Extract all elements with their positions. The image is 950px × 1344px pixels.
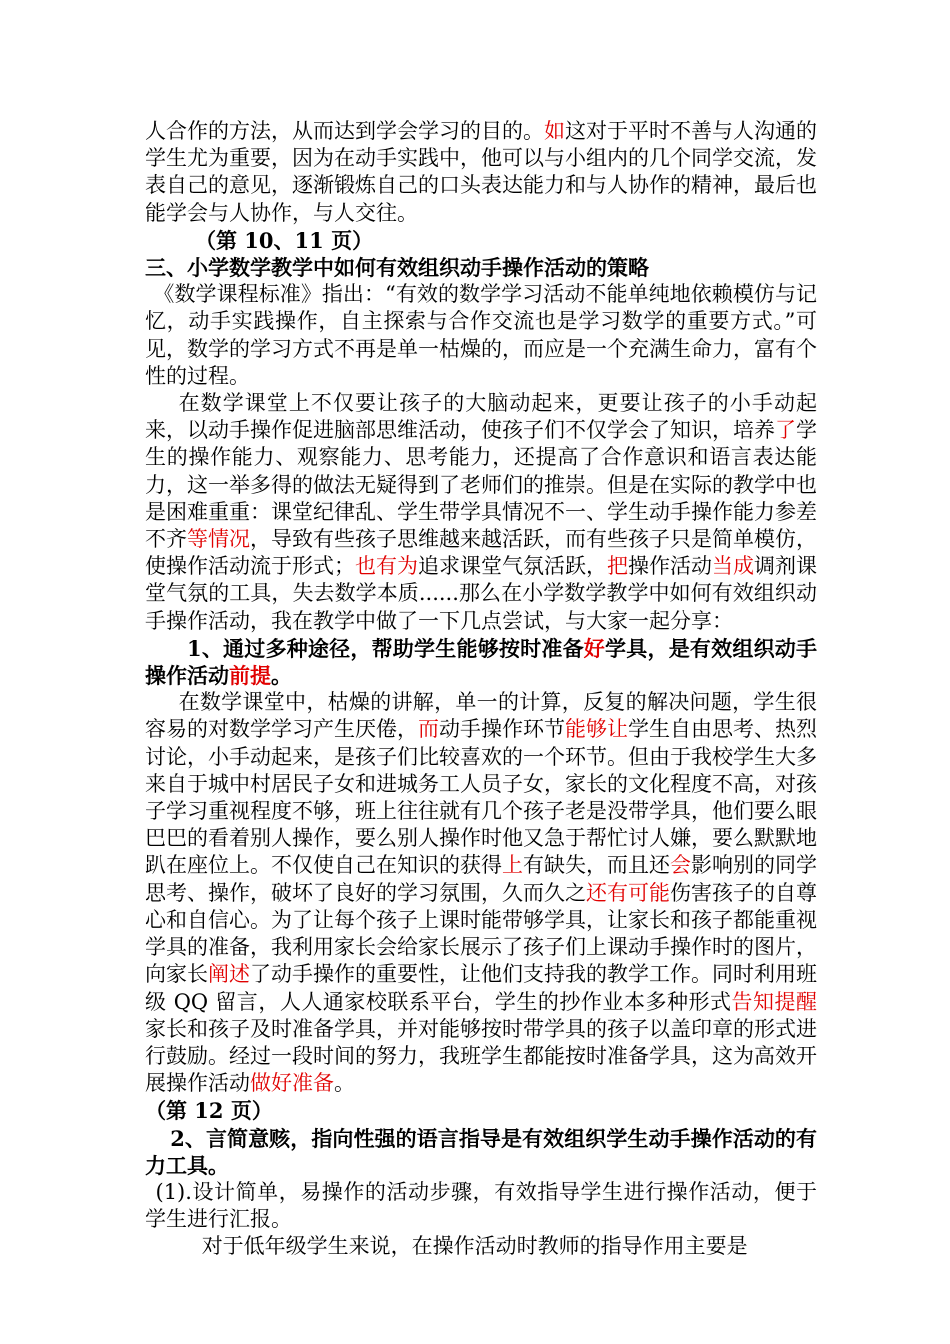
- highlighted-text: 把: [607, 554, 628, 579]
- highlighted-text: 告知提醒: [731, 989, 818, 1014]
- text-run: 了动手操作的重要性，让他们支持我的教学工作。同时利用班级 QQ 留言，人人通家校联系平台，学生的抄作业本多种形式: [145, 962, 817, 1014]
- text-run: 家长和孩子及时准备学具，并对能够按时带学具的孩子以盖印章的形式进行鼓励。经过一段时间的努力，我班学生都能按时准备学具，这为高效开展操作活动: [145, 1016, 817, 1096]
- text-run: 。: [334, 1071, 355, 1096]
- text-run: 影响别的同学思考、操作，破坏了良好的学习氛围，久而久之: [145, 853, 817, 905]
- text-run: (1).设计简单，易操作的活动步骤，有效指导学生进行操作活动，便于学生进行汇报。: [145, 1179, 817, 1232]
- para-design: [145, 1179, 817, 1233]
- highlighted-text: 而: [418, 717, 439, 742]
- text-run: 对于低年级学生来说，在操作活动时教师的指导作用主要是: [201, 1234, 748, 1259]
- text-run: 动手操作环节: [439, 717, 565, 742]
- highlighted-text: 也有为: [355, 554, 418, 579]
- text-run: 1、通过多种途径，帮助学生能够按时准备: [187, 635, 584, 661]
- para-tools: [145, 689, 817, 1097]
- text-run: 调剂课堂气氛的工具，失去数学本质......那么在小学数学教学中如何有效组织动手操作活动，我在教学中做了一下几点尝试，与大家一起分享：: [145, 554, 817, 633]
- text-run: （第 12 页）: [145, 1098, 273, 1124]
- highlighted-text: 如: [544, 119, 565, 143]
- text-run: （第 10、11 页）: [195, 227, 374, 253]
- text-run: 伤害孩子的自尊心和自信心。为了让每个孩子上课时能带够学具，让家长和孩子都能重视学具的准备，我利用家长会给家长展示了孩子们上课动手操作时的图片，向家长: [145, 880, 817, 987]
- highlighted-text: 能够让: [565, 717, 628, 742]
- text-run: 这对于平时不善与人沟通的学生尤为重要，因为在动手实践中，他可以与小组内的几个同学交流，发表自己的意见，逐渐锻炼自己的口头表达能力和与人协作的精神，最后也能学会与人协作，与人交往。: [145, 119, 817, 225]
- page-ref-10-11: [145, 227, 817, 254]
- section-heading-3: [145, 254, 817, 281]
- text-run: ，导致有些孩子思维越来越活跃，而有些孩子只是简单模仿，使操作活动流于形式；: [145, 527, 817, 579]
- text-run: 学具，是有效组织动手操作活动: [145, 635, 818, 689]
- text-run: 《数学课程标准》指出：“有效的数学学习活动不能单纯地依赖模仿与记忆，动手实践操作，自主探索与合作交流也是学习数学的重要方式。”可见，数学的学习方式不再是单一枯燥的，而应是一个充满生命力，富有个性的过程。: [145, 282, 817, 388]
- text-run: 2、言简意赅，指向性强的语言指导是有效组织学生动手操作活动的有力工具。: [145, 1125, 817, 1178]
- highlighted-text: 会: [670, 853, 691, 878]
- highlighted-text: 前提: [229, 663, 271, 689]
- text-run: 在数学课堂上不仅要让孩子的大脑动起来，更要让孩子的小手动起来，以动手操作促进脑部思维活动，使孩子们不仅学会了知识，培养: [145, 391, 817, 443]
- text-run: 有缺失，而且还: [523, 853, 670, 878]
- para-standard-quote: [145, 281, 817, 390]
- text-run: 学生的操作能力、观察能力、思考能力，还提高了合作意识和语言表达能力，这一举多得的做法无疑得到了老师们的推崇。但是在实际的教学中也是困难重重：课堂纪律乱、学生带学具情况不一、学生动手操作能力参差不齐: [145, 418, 817, 552]
- text-run: 人合作的方法，从而达到学会学习的目的。: [145, 119, 544, 143]
- text-run: 在数学课堂中，枯燥的讲解，单一的计算，反复的解决问题，学生很容易的对数学学习产生厌倦，: [145, 690, 817, 742]
- highlighted-text: 好: [583, 635, 606, 661]
- text-run: 操作活动: [628, 554, 712, 579]
- highlighted-text: 当成: [712, 554, 754, 579]
- highlighted-text: 等情况: [187, 527, 250, 552]
- highlighted-text: 了: [775, 418, 796, 443]
- text-run: 学生自由思考、热烈讨论，小手动起来，是孩子们比较喜欢的一个环节。但由于我校学生大多来自于城中村居民子女和进城务工人员子女，家长的文化程度不高，对孩子学习重视程度不够，班上往往就有几个孩子老是没带学具，他们要么眼巴巴的看着别人操作，要么别人操作时他又急于帮忙讨人嫌，要么默默地趴在座位上。不仅使自己在知识的获得: [145, 717, 817, 878]
- highlighted-text: 阐述: [208, 962, 250, 987]
- para-lower-grade: [145, 1233, 817, 1260]
- subheading-1: [145, 635, 817, 689]
- subheading-2: [145, 1125, 817, 1179]
- text-run: 追求课堂气氛活跃，: [418, 554, 607, 579]
- page-ref-12: [145, 1097, 817, 1124]
- document-page: [145, 118, 817, 1261]
- text-run: 。: [271, 663, 292, 689]
- para-cooperation: [145, 118, 817, 227]
- text-run: 三、小学数学教学中如何有效组织动手操作活动的策略: [145, 255, 649, 281]
- highlighted-text: 上: [502, 853, 523, 878]
- highlighted-text: 还有可能: [586, 880, 670, 905]
- highlighted-text: 做好准备: [250, 1071, 334, 1096]
- para-classroom: [145, 390, 817, 635]
